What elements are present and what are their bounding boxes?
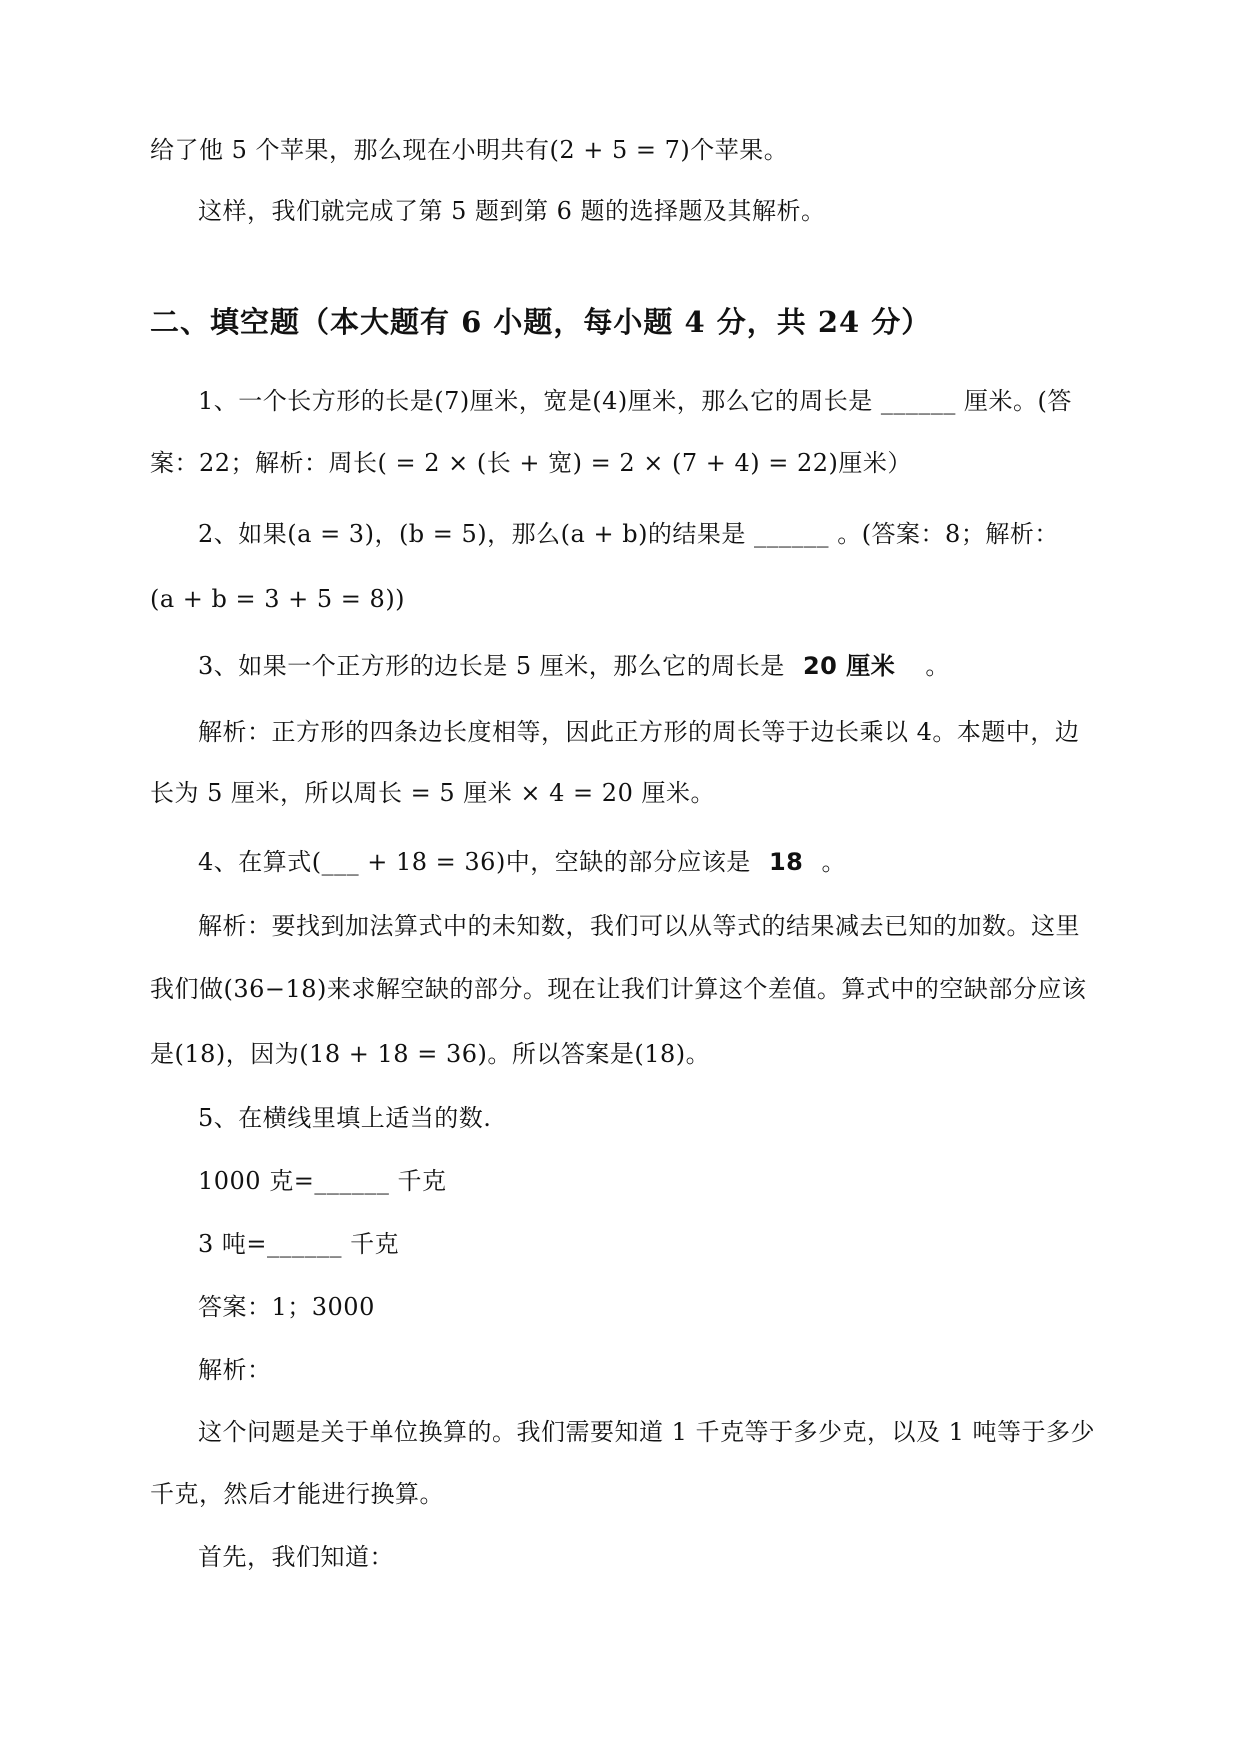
question-3-period: 。 xyxy=(925,652,950,680)
question-5-line: 5、在横线里填上适当的数. xyxy=(198,1104,492,1132)
answer-line: 答案：1；3000 xyxy=(198,1293,375,1321)
question-4-text: 4、在算式(___ + 18 = 36)中，空缺的部分应该是 xyxy=(198,848,751,876)
analysis-line: 首先，我们知道： xyxy=(198,1543,394,1571)
analysis-line: 解析：要找到加法算式中的未知数，我们可以从等式的结果减去已知的加数。这里 xyxy=(198,912,1080,940)
question-1-line-2: 案：22；解析：周长( = 2 × (长 + 宽) = 2 × (7 + 4) = 22)厘米） xyxy=(150,449,912,477)
question-4-period: 。 xyxy=(821,848,846,876)
analysis-line: 长为 5 厘米，所以周长 = 5 厘米 × 4 = 20 厘米。 xyxy=(150,779,715,807)
analysis-line: 这个问题是关于单位换算的。我们需要知道 1 千克等于多少克，以及 1 吨等于多少 xyxy=(198,1418,1096,1446)
analysis-label: 解析： xyxy=(198,1356,272,1384)
paragraph-line: 给了他 5 个苹果，那么现在小明共有(2 + 5 = 7)个苹果。 xyxy=(150,136,789,164)
question-3-answer: 20 厘米 xyxy=(802,652,896,680)
analysis-line: 解析：正方形的四条边长度相等，因此正方形的周长等于边长乘以 4。本题中，边 xyxy=(198,718,1080,746)
question-4-answer: 18 xyxy=(768,848,804,876)
question-5-blank-2: 3 吨=______ 千克 xyxy=(198,1230,400,1258)
paragraph-line: 这样，我们就完成了第 5 题到第 6 题的选择题及其解析。 xyxy=(198,197,826,225)
question-3-text: 3、如果一个正方形的边长是 5 厘米，那么它的周长是 xyxy=(198,652,785,680)
analysis-line: 千克，然后才能进行换算。 xyxy=(150,1480,444,1508)
question-5-blank-1: 1000 克=______ 千克 xyxy=(198,1167,447,1195)
question-1-line-1: 1、一个长方形的长是(7)厘米，宽是(4)厘米，那么它的周长是 ______ 厘米。(答 xyxy=(198,387,1072,415)
question-3-line xyxy=(198,650,950,682)
section-heading: 二、填空题（本大题有 6 小题，每小题 4 分，共 24 分） xyxy=(150,305,932,339)
analysis-line: 我们做(36−18)来求解空缺的部分。现在让我们计算这个差值。算式中的空缺部分应该 xyxy=(150,975,1087,1003)
question-2-line-2: (a + b = 3 + 5 = 8)) xyxy=(150,585,406,613)
question-4-line xyxy=(198,846,846,878)
question-2-line-1: 2、如果(a = 3)，(b = 5)，那么(a + b)的结果是 ______ 。(答案：8；解析： xyxy=(198,520,1059,548)
analysis-line: 是(18)，因为(18 + 18 = 36)。所以答案是(18)。 xyxy=(150,1040,711,1068)
